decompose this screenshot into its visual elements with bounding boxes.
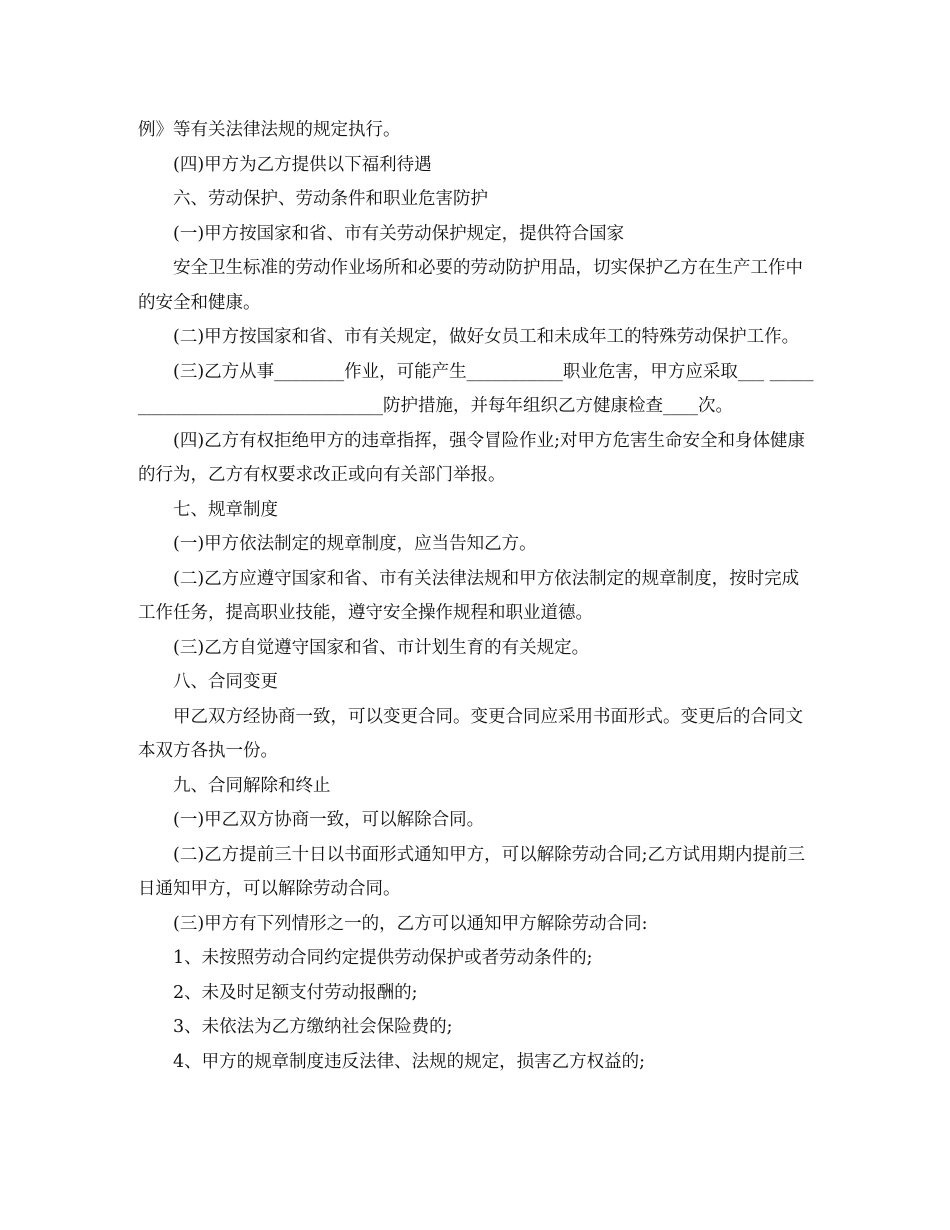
paragraph-termination-2: (二)乙方提前三十日以书面形式通知甲方，可以解除劳动合同;乙方试用期内提前三日通知甲方，可以解除劳动合同。 — [138, 844, 806, 899]
list-item-2: 2、未及时足额支付劳动报酬的; — [173, 982, 418, 1003]
paragraph-labor-protection-2: (二)甲方按国家和省、市有关规定，做好女员工和未成年工的特殊劳动保护工作。 — [173, 327, 800, 347]
list-item-4: 4、甲方的规章制度违反法律、法规的规定，损害乙方权益的; — [173, 1051, 646, 1072]
paragraph-rules-1: (一)甲方依法制定的规章制度，应当告知乙方。 — [173, 534, 537, 554]
list-item-1: 1、未按照劳动合同约定提供劳动保护或者劳动条件的; — [173, 948, 593, 968]
paragraph-rules-3: (三)乙方自觉遵守国家和省、市计划生育的有关规定。 — [173, 637, 590, 658]
list-item-3: 3、未依法为乙方缴纳社会保险费的; — [173, 1017, 453, 1037]
paragraph-termination-1: (一)甲乙双方协商一致，可以解除合同。 — [173, 810, 485, 830]
paragraph-rules-2: (二)乙方应遵守国家和省、市有关法律法规和甲方依法制定的规章制度，按时完成工作任务，提高职业技能，遵守安全操作规程和职业道德。 — [138, 568, 800, 623]
section-heading-contract-change: 八、合同变更 — [173, 672, 278, 692]
section-heading-rules: 七、规章制度 — [173, 499, 278, 520]
section-heading-termination: 九、合同解除和终止 — [173, 775, 331, 796]
paragraph-termination-3: (三)甲方有下列情形之一的，乙方可以通知甲方解除劳动合同: — [173, 913, 648, 934]
paragraph-labor-protection-4: (四)乙方有权拒绝甲方的违章指挥，强令冒险作业;对甲方危害生命安全和身体健康的行为，乙方有权要求改正或向有关部门举报。 — [138, 430, 806, 485]
section-heading-labor-protection: 六、劳动保护、劳动条件和职业危害防护 — [173, 189, 488, 209]
document-body — [138, 113, 814, 1079]
paragraph-labor-protection-1-cont: 安全卫生标准的劳动作业场所和必要的劳动防护用品，切实保护乙方在生产工作中的安全和健康。 — [138, 258, 803, 313]
paragraph-labor-protection-1: (一)甲方按国家和省、市有关劳动保护规定，提供符合国家 — [173, 223, 625, 244]
paragraph-contract-change: 甲乙双方经协商一致，可以变更合同。变更合同应采用书面形式。变更后的合同文本双方各执一份。 — [138, 706, 803, 761]
paragraph-benefits: (四)甲方为乙方提供以下福利待遇 — [173, 154, 432, 175]
paragraph-continuation: 例》等有关法律法规的规定执行。 — [138, 120, 401, 140]
paragraph-labor-protection-3: (三)乙方从事________作业，可能产生___________职业危害，甲方应采取___ _________________________________防护措施，并每年组织乙方健康检查____次。 — [138, 361, 814, 416]
